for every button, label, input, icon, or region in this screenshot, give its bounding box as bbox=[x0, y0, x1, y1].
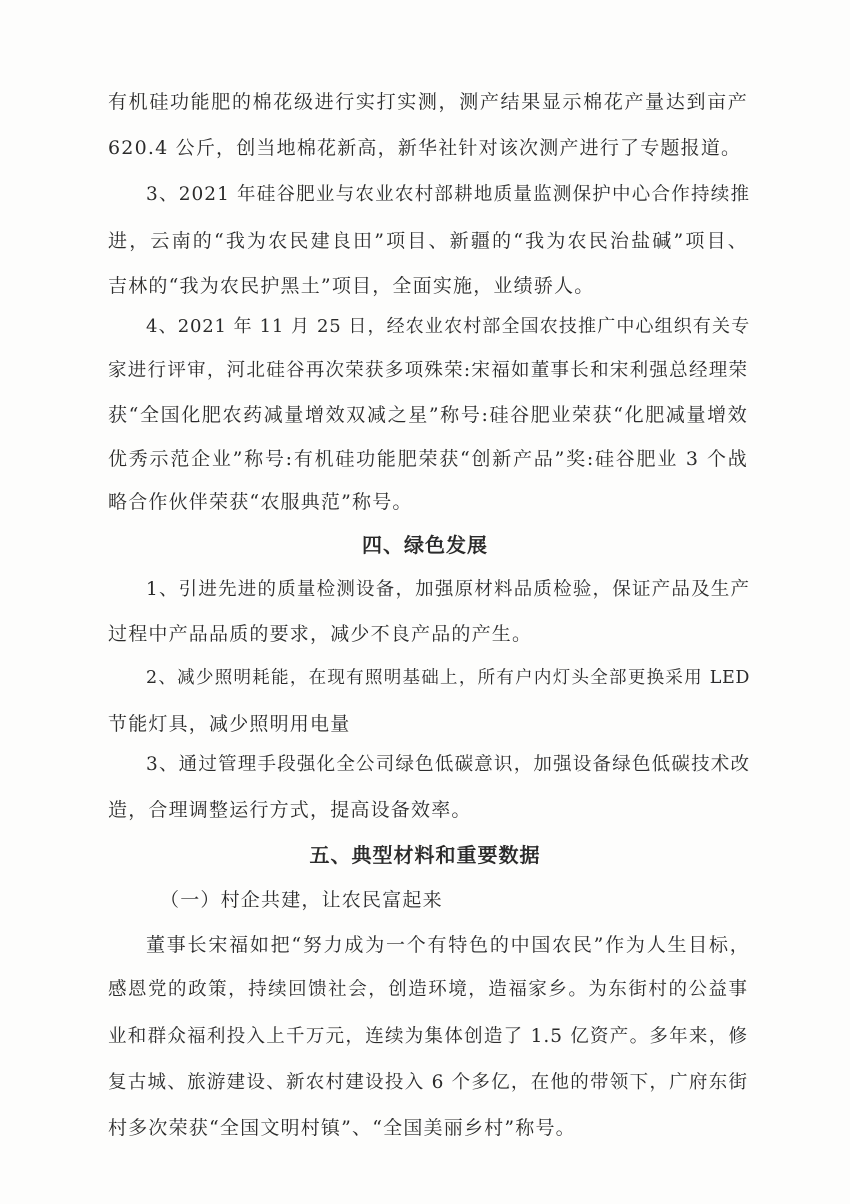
paragraph-line: 3、通过管理手段强化全公司绿色低碳意识，加强设备绿色低碳技术改 bbox=[146, 754, 750, 775]
paragraph-line: 感恩党的政策，持续回馈社会，创造环境，造福家乡。为东街村的公益事 bbox=[108, 979, 748, 1000]
paragraph-line: 董事长宋福如把“努力成为一个有特色的中国农民”作为人生目标， bbox=[146, 934, 750, 956]
paragraph-line: 1、引进先进的质量检测设备，加强原材料品质检验，保证产品及生产 bbox=[146, 579, 750, 600]
paragraph-line: 优秀示范企业”称号:有机硅功能肥荣获“创新产品”奖:硅谷肥业 3 个战 bbox=[108, 448, 748, 470]
paragraph-line: 略合作伙伴荣获“农服典范”称号。 bbox=[108, 491, 413, 513]
section-heading: 五、典型材料和重要数据 bbox=[309, 843, 541, 867]
paragraph-line: 进，云南的“我为农民建良田”项目、新疆的“我为农民治盐碱”项目、 bbox=[108, 230, 748, 252]
subsection-heading: （一）村企共建，让农民富起来 bbox=[160, 889, 443, 911]
paragraph-line: 业和群众福利投入上千万元，连续为集体创造了 1.5 亿资产。多年来，修 bbox=[108, 1026, 748, 1047]
paragraph-line: 有机硅功能肥的棉花级进行实打实测，测产结果显示棉花产量达到亩产 bbox=[108, 91, 748, 113]
paragraph-line: 复古城、旅游建设、新农村建设投入 6 个多亿，在他的带领下，广府东街 bbox=[108, 1072, 748, 1093]
paragraph-line: 620.4 公斤，创当地棉花新高，新华社针对该次测产进行了专题报道。 bbox=[108, 137, 742, 159]
paragraph-line: 造，合理调整运行方式，提高设备效率。 bbox=[108, 799, 472, 821]
paragraph-line: 获“全国化肥农药减量增效双减之星”称号:硅谷肥业荣获“化肥减量增效 bbox=[108, 404, 748, 426]
paragraph-line: 4、2021 年 11 月 25 日，经农业农村部全国农技推广中心组织有关专 bbox=[146, 316, 750, 337]
paragraph-line: 村多次荣获“全国文明村镇”、“全国美丽乡村”称号。 bbox=[108, 1117, 576, 1139]
section-heading: 四、绿色发展 bbox=[362, 533, 488, 557]
paragraph-line: 家进行评审，河北硅谷再次荣获多项殊荣:宋福如董事长和宋利强总经理荣 bbox=[108, 360, 748, 381]
paragraph-line: 吉林的“我为农民护黑土”项目，全面实施，业绩骄人。 bbox=[108, 275, 595, 297]
paragraph-line: 节能灯具，减少照明用电量 bbox=[108, 713, 351, 735]
paragraph-line: 过程中产品品质的要求，减少不良产品的产生。 bbox=[108, 623, 533, 645]
paragraph-line: 2、减少照明耗能，在现有照明基础上，所有户内灯头全部更换采用 LED bbox=[146, 668, 750, 688]
paragraph-line: 3、2021 年硅谷肥业与农业农村部耕地质量监测保护中心合作持续推 bbox=[146, 184, 751, 205]
